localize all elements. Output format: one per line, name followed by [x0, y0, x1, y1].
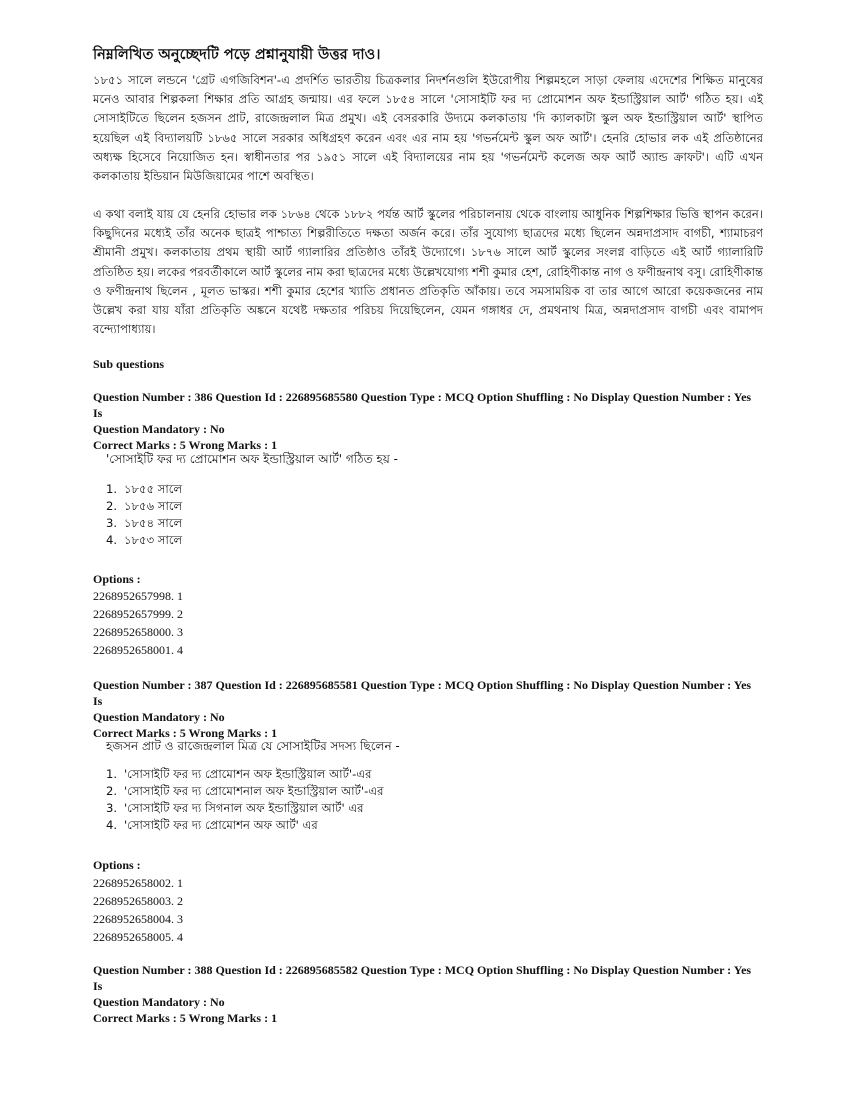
- question-387-choices: [106, 766, 383, 834]
- question-mandatory: Question Mandatory : No: [93, 995, 225, 1009]
- option-id: 2268952657999. 2: [93, 607, 183, 621]
- choice-item: [106, 766, 383, 783]
- choice-number: 1.: [106, 482, 118, 496]
- question-386-text: 'সোসাইটি ফর দ্য প্রোমোশন অফ ইন্ডাস্ট্রিয়াল আর্ট' গঠিত হয় -: [106, 452, 398, 466]
- choice-number: 3.: [106, 801, 118, 815]
- question-386-choices: [106, 481, 182, 549]
- option-id: 2268952658003. 2: [93, 894, 183, 908]
- question-387-text: হজসন প্রাট ও রাজেন্দ্রলাল মিত্র যে সোসাইটির সদস্য ছিলেন -: [106, 739, 400, 753]
- choice-item: [106, 532, 182, 549]
- option-id: 2268952658005. 4: [93, 930, 183, 944]
- option-id: 2268952658000. 3: [93, 625, 183, 639]
- choice-text: 'সোসাইটি ফর দ্য প্রোমোশন অফ আর্ট' এর: [124, 818, 318, 832]
- choice-item: [106, 783, 383, 800]
- option-id: 2268952657998. 1: [93, 589, 183, 603]
- options-heading: Options :: [93, 858, 141, 872]
- question-marks: Correct Marks : 5 Wrong Marks : 1: [93, 438, 278, 452]
- question-387-option-ids: [93, 874, 183, 946]
- choice-item: [106, 817, 383, 834]
- choice-item: [106, 481, 182, 498]
- choice-item: [106, 800, 383, 817]
- passage-paragraph-1: ১৮৫১ সালে লন্ডনে 'গ্রেট এগজিবিশন'-এ প্রদর্শিত ভারতীয় চিত্রকলার নিদর্শনগুলি ইউরোপীয় শিল্পমহলে সাড়া ফেলায় এদেশের শিক্ষিত মানুষের মনেও আবার শিল্পকলা শিক্ষার প্রতি আগ্রহ জন্মায়। এর ফলে ১৮৫৪ সালে 'সোসাইটি ফর দ্য প্রোমোশন অফ ইন্ডাস্ট্রিয়াল আর্ট' গঠিত হয়। এই সোসাইটিতে ছিলেন হজসন প্রাট, রাজেন্দ্রলাল মিত্র প্রমুখ। এই বেসরকারি উদ্যমে কলকাতায় 'দি ক্যালকাটা স্কুল অফ ইন্ডাস্ট্রিয়াল আর্ট' স্থাপিত হয়েছিল এই বিদ্যালয়টি ১৮৬৫ সালে সরকার অধিগ্রহণ করেন এবং এর নাম হয় 'গভর্নমেন্ট স্কুল অফ আর্ট'। হেনরি হোভার লক এই প্রতিষ্ঠানের অধ্যক্ষ হিসেবে নিয়োজিত হন। স্বাধীনতার পর ১৯৫১ সালে এই বিদ্যালয়ের নাম হয় 'গভর্নমেন্ট কলেজ অফ আর্ট অ্যান্ড ক্রাফট'। এটি এখন কলকাতায় ইন্ডিয়ান মিউজিয়ামের পাশে অবস্থিত।: [93, 73, 763, 184]
- choice-number: 4.: [106, 818, 118, 832]
- option-id: 2268952658004. 3: [93, 912, 183, 926]
- choice-item: [106, 515, 182, 532]
- passage-paragraph-2: এ কথা বলাই যায় যে হেনরি হোভার লক ১৮৬৪ থেকে ১৮৮২ পর্যন্ত আর্ট স্কুলের পরিচালনায় থেকে বাংলায় আধুনিক শিল্পশিক্ষার ভিত্তি স্থাপন করেন। কিছুদিনের মধ্যেই তাঁর অনেক ছাত্রই পাশ্চাত্য শিল্পরীতিতে দক্ষতা অর্জন করে। তাঁর সুযোগ্য ছাত্রদের মধ্যে ছিলেন অন্নদাপ্রসাদ বাগচী, শ্যামাচরণ শ্রীমানী প্রমুখ। কলকাতায় প্রথম স্থায়ী আর্ট গ্যালারির প্রতিষ্ঠাও তাঁরই উদ্যোগে। ১৮৭৬ সালে আর্ট স্কুলের সংলগ্ন বাড়িতে এই আর্ট গ্যালারিটি প্রতিষ্ঠিত হয়। লকের পরবর্তীকালে আর্ট স্কুলের নাম করা ছাত্রদের মধ্যে উল্লেখযোগ্য শশী কুমার হেশ, রোহিণীকান্ত নাগ ও ফণীন্দ্রনাথ বসু। রোহিণীকান্ত ও ফণীন্দ্রনাথ ছিলেন , মূলত ভাস্কর। শশী কুমার হেশের খ্যাতি প্রধানত প্রতিকৃতি আঁকায়। তবে সমসাময়িক বা তার আগে আরো কয়েকজনের নাম উল্লেখ করা যায় যাঁরা প্রতিকৃতি অঙ্কনে যথেষ্ট দক্ষতার পরিচয় দিয়েছিলেন, যেমন গঙ্গাধর দে, প্রমথনাথ মিত্র, অন্নদাপ্রসাদ বাগচী এবং বামাপদ বন্দ্যোপাধ্যায়।: [93, 207, 763, 337]
- choice-text: ১৮৫৬ সালে: [124, 499, 183, 513]
- question-388-meta: [93, 962, 763, 1026]
- choice-number: 2.: [106, 499, 118, 513]
- choice-text: 'সোসাইটি ফর দ্য প্রোমোশনাল অফ ইন্ডাস্ট্রিয়াল আর্ট'-এর: [124, 784, 384, 798]
- passage-title: নিম্নলিখিত অনুচ্ছেদটি পড়ে প্রশ্নানুযায়ী উত্তর দাও।: [93, 47, 381, 63]
- choice-number: 1.: [106, 767, 118, 781]
- question-386-option-ids: [93, 587, 183, 659]
- choice-text: ১৮৫৪ সালে: [124, 516, 183, 530]
- choice-item: [106, 498, 182, 515]
- option-id: 2268952658002. 1: [93, 876, 183, 890]
- choice-text: 'সোসাইটি ফর দ্য প্রোমোশন অফ ইন্ডাস্ট্রিয়াল আর্ট'-এর: [124, 767, 372, 781]
- question-marks: Correct Marks : 5 Wrong Marks : 1: [93, 726, 278, 740]
- choice-text: ১৮৫৩ সালে: [124, 533, 183, 547]
- question-mandatory: Question Mandatory : No: [93, 710, 225, 724]
- question-386-meta: [93, 389, 763, 453]
- choice-number: 2.: [106, 784, 118, 798]
- question-meta-line: Question Number : 388 Question Id : 226895685582 Question Type : MCQ Option Shuffling : No Display Question Number : Yes Is: [93, 963, 752, 993]
- choice-number: 3.: [106, 516, 118, 530]
- question-meta-line: Question Number : 386 Question Id : 226895685580 Question Type : MCQ Option Shuffling : No Display Question Number : Yes Is: [93, 390, 752, 420]
- choice-text: 'সোসাইটি ফর দ্য সিগনাল অফ ইন্ডাস্ট্রিয়াল আর্ট' এর: [124, 801, 364, 815]
- question-mandatory: Question Mandatory : No: [93, 422, 225, 436]
- choice-text: ১৮৫৫ সালে: [124, 482, 183, 496]
- question-387-meta: [93, 677, 763, 741]
- choice-number: 4.: [106, 533, 118, 547]
- question-marks: Correct Marks : 5 Wrong Marks : 1: [93, 1011, 278, 1025]
- options-heading: Options :: [93, 572, 141, 586]
- question-meta-line: Question Number : 387 Question Id : 226895685581 Question Type : MCQ Option Shuffling : No Display Question Number : Yes Is: [93, 678, 752, 708]
- option-id: 2268952658001. 4: [93, 643, 183, 657]
- sub-questions-heading: Sub questions: [93, 357, 165, 371]
